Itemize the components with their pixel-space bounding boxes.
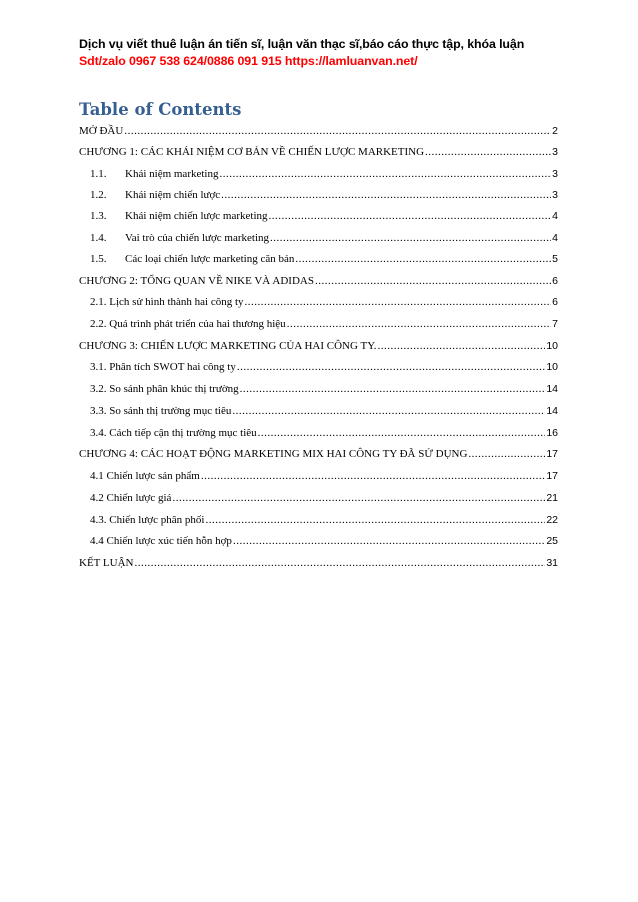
toc-entry-page: 2 xyxy=(552,125,558,137)
toc-leader-dots xyxy=(172,492,545,504)
toc-leader-dots xyxy=(134,557,545,569)
toc-leader-dots xyxy=(258,427,546,439)
toc-leader-dots xyxy=(237,361,545,373)
toc-leader-dots xyxy=(269,210,552,222)
toc-entry-text: Khái niệm chiến lược xyxy=(125,189,221,201)
toc-entry-page: 7 xyxy=(552,318,558,330)
toc-entry-page: 5 xyxy=(552,253,558,265)
toc-entry-page: 3 xyxy=(552,168,558,180)
toc-entry-number: 1.3. xyxy=(90,210,107,222)
toc-entry-1-1[interactable] xyxy=(90,168,558,184)
toc-entry-page: 17 xyxy=(546,448,558,460)
toc-entry-1-5[interactable] xyxy=(90,253,558,269)
toc-entry-chapter-3[interactable] xyxy=(79,340,558,356)
toc-entry-page: 6 xyxy=(552,296,558,308)
toc-entry-page: 22 xyxy=(546,514,558,526)
toc-entry-text: CHƯƠNG 4: CÁC HOẠT ĐỘNG MARKETING MIX HAI CÔNG TY ĐÃ SỬ DỤNG xyxy=(79,448,468,460)
toc-entry-3-4[interactable] xyxy=(90,427,558,443)
toc-entry-1-2[interactable] xyxy=(90,189,558,205)
toc-leader-dots xyxy=(295,253,551,265)
toc-leader-dots xyxy=(221,189,551,201)
toc-entry-text: Khái niệm chiến lược marketing xyxy=(125,210,268,222)
toc-entry-text: 3.4. Cách tiếp cận thị trường mục tiêu xyxy=(90,427,257,439)
toc-entry-2-1[interactable] xyxy=(90,296,558,312)
toc-entry-page: 4 xyxy=(552,210,558,222)
toc-entry-number: 1.4. xyxy=(90,232,107,244)
toc-leader-dots xyxy=(315,275,551,287)
toc-entry-4-1[interactable] xyxy=(90,470,558,486)
toc-entry-mo-dau[interactable] xyxy=(79,125,558,141)
toc-leader-dots xyxy=(270,232,551,244)
toc-leader-dots xyxy=(233,535,545,547)
toc-title: Table of Contents xyxy=(79,100,242,119)
toc-entry-3-2[interactable] xyxy=(90,383,558,399)
header-service-line: Dịch vụ viết thuê luận án tiến sĩ, luận văn thạc sĩ,báo cáo thực tập, khóa luận xyxy=(79,37,525,51)
toc-leader-dots xyxy=(205,514,545,526)
toc-entry-ket-luan[interactable] xyxy=(79,557,558,573)
toc-entry-text: 2.1. Lịch sử hình thành hai công ty xyxy=(90,296,244,308)
header-contact-line: Sdt/zalo 0967 538 624/0886 091 915 https://lamluanvan.net/ xyxy=(79,54,418,68)
toc-entry-page: 4 xyxy=(552,232,558,244)
toc-entry-number: 1.5. xyxy=(90,253,107,265)
toc-leader-dots xyxy=(287,318,551,330)
toc-entry-4-3[interactable] xyxy=(90,514,558,530)
toc-leader-dots xyxy=(425,146,551,158)
toc-entry-page: 21 xyxy=(546,492,558,504)
toc-entry-page: 25 xyxy=(546,535,558,547)
toc-entry-page: 16 xyxy=(546,427,558,439)
toc-entry-text: CHƯƠNG 2: TỔNG QUAN VỀ NIKE VÀ ADIDAS xyxy=(79,275,314,287)
toc-entry-text: 3.2. So sánh phân khúc thị trường xyxy=(90,383,239,395)
toc-leader-dots xyxy=(468,448,545,460)
toc-entry-text: Vai trò của chiến lược marketing xyxy=(125,232,270,244)
toc-entry-text: 4.3. Chiến lược phân phối xyxy=(90,514,205,526)
toc-entry-text: MỞ ĐẦU xyxy=(79,125,124,137)
toc-entry-4-4[interactable] xyxy=(90,535,558,551)
toc-entry-number: 1.2. xyxy=(90,189,107,201)
toc-entry-text: 2.2. Quá trình phát triển của hai thương hiệu xyxy=(90,318,286,330)
toc-entry-3-3[interactable] xyxy=(90,405,558,421)
toc-entry-chapter-1[interactable] xyxy=(79,146,558,162)
toc-entry-chapter-2[interactable] xyxy=(79,275,558,291)
toc-entry-text: Các loại chiến lược marketing căn bản xyxy=(125,253,295,265)
toc-entry-text: CHƯƠNG 1: CÁC KHÁI NIỆM CƠ BẢN VỀ CHIẾN LƯỢC MARKETING xyxy=(79,146,425,158)
toc-entry-text: 3.1. Phân tích SWOT hai công ty xyxy=(90,361,236,373)
toc-entry-text: Khái niệm marketing xyxy=(125,168,219,180)
toc-leader-dots xyxy=(201,470,545,482)
toc-entry-text: 4.4 Chiến lược xúc tiến hỗn hợp xyxy=(90,535,232,547)
toc-leader-dots xyxy=(245,296,552,308)
toc-leader-dots xyxy=(219,168,551,180)
toc-entry-1-3[interactable] xyxy=(90,210,558,226)
toc-entry-page: 3 xyxy=(552,146,558,158)
toc-entry-1-4[interactable] xyxy=(90,232,558,248)
toc-entry-4-2[interactable] xyxy=(90,492,558,508)
toc-entry-text: 4.2 Chiến lược giá xyxy=(90,492,172,504)
toc-leader-dots xyxy=(240,383,546,395)
toc-entry-page: 17 xyxy=(546,470,558,482)
toc-entry-text: CHƯƠNG 3: CHIẾN LƯỢC MARKETING CỦA HAI CÔNG TY. xyxy=(79,340,377,352)
toc-entry-text: 4.1 Chiến lược sản phẩm xyxy=(90,470,200,482)
toc-entry-page: 10 xyxy=(546,340,558,352)
toc-leader-dots xyxy=(232,405,545,417)
toc-leader-dots xyxy=(124,125,551,137)
toc-entry-3-1[interactable] xyxy=(90,361,558,377)
toc-entry-text: 3.3. So sánh thị trường mục tiêu xyxy=(90,405,232,417)
toc-entry-number: 1.1. xyxy=(90,168,107,180)
toc-entry-2-2[interactable] xyxy=(90,318,558,334)
toc-entry-page: 14 xyxy=(546,383,558,395)
toc-entry-page: 10 xyxy=(546,361,558,373)
toc-entry-page: 31 xyxy=(546,557,558,569)
toc-leader-dots xyxy=(377,340,545,352)
toc-entry-chapter-4[interactable] xyxy=(79,448,558,464)
toc-entry-text: KẾT LUẬN xyxy=(79,557,134,569)
toc-entry-page: 14 xyxy=(546,405,558,417)
toc-entry-page: 3 xyxy=(552,189,558,201)
toc-entry-page: 6 xyxy=(552,275,558,287)
